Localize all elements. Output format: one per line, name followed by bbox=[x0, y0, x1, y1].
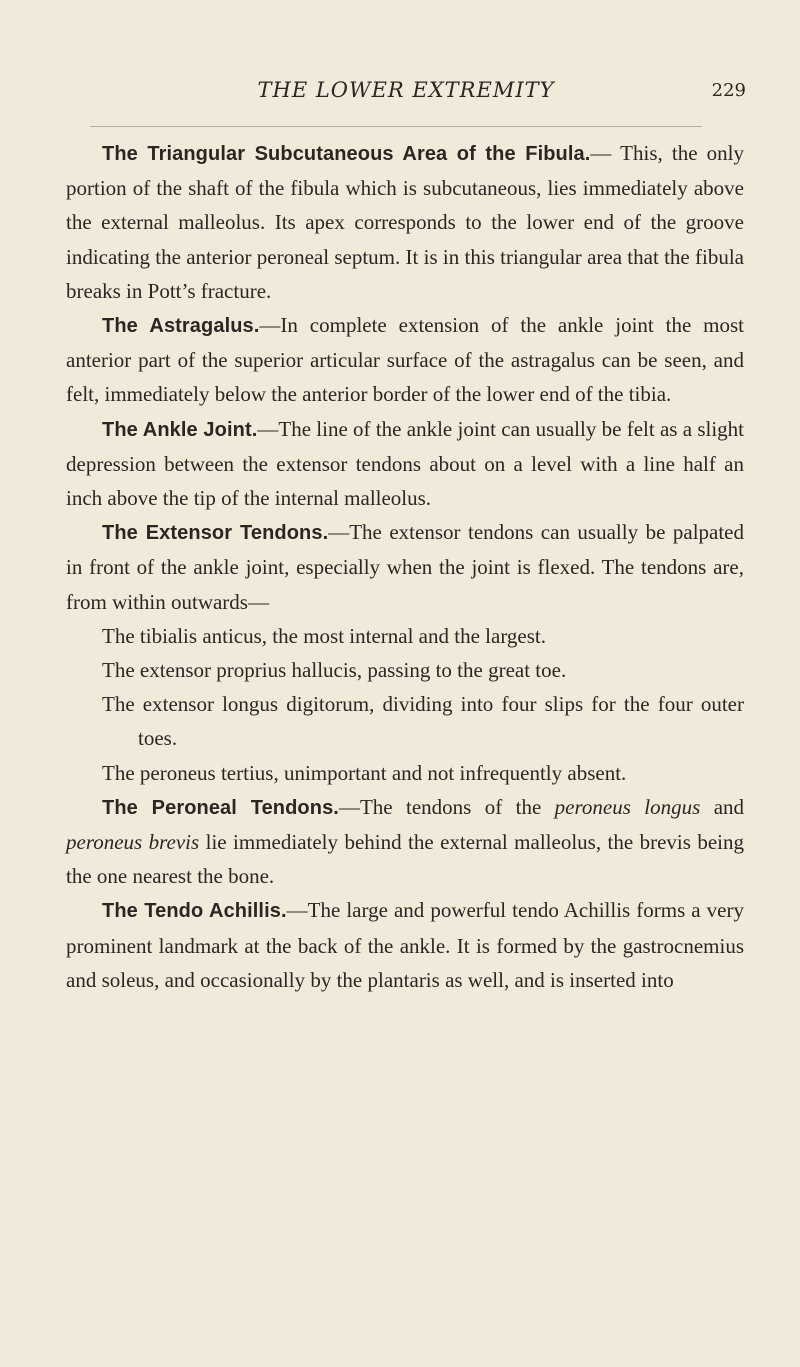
header-rule bbox=[90, 126, 702, 127]
list-item: The peroneus tertius, unimportant and not infrequently absent. bbox=[102, 760, 627, 785]
heading-extensor-tendons: The Extensor Tendons. bbox=[102, 522, 329, 545]
paragraph-tendo-achillis bbox=[66, 893, 744, 997]
dash: — bbox=[286, 898, 308, 923]
dash: — bbox=[338, 794, 360, 819]
paragraph-extensor-tendons bbox=[66, 515, 744, 619]
peroneal-text-3: lie immediately behind the external malleolus, the brevis being the one nearest the bone. bbox=[66, 830, 744, 889]
peroneal-text-2: and bbox=[700, 794, 745, 819]
body-text bbox=[66, 136, 744, 997]
running-title: THE LOWER EXTREMITY bbox=[257, 78, 555, 102]
paragraph-fibula bbox=[66, 136, 744, 308]
heading-peroneal-tendons: The Peroneal Tendons. bbox=[102, 796, 339, 819]
heading-tendo-achillis: The Tendo Achillis. bbox=[102, 900, 287, 923]
list-item: The tibialis anticus, the most internal and the largest. bbox=[102, 623, 547, 648]
paragraph-tendo-achillis-body: The large and powerful tendo Achillis forms a very prominent landmark at the back of the ankle. It is formed by the gastrocnemius and soleus, and occasionally by the plantaris as well, and is inserted into bbox=[66, 898, 744, 992]
page-number: 229 bbox=[711, 80, 746, 101]
heading-astragalus: The Astragalus. bbox=[102, 315, 260, 338]
dash: — bbox=[257, 416, 279, 441]
list-item: The extensor longus digitorum, dividing into four slips for the four outer toes. bbox=[102, 692, 744, 751]
dash: — bbox=[328, 520, 350, 545]
paragraph-astragalus bbox=[66, 308, 744, 412]
heading-ankle-joint: The Ankle Joint. bbox=[102, 418, 258, 441]
paragraph-fibula-body: This, the only portion of the shaft of the fibula which is subcutaneous, lies immediately above the external malleolus. Its apex corresponds to the lower end of the groove indicating the anterior peroneal septum. It is in this triangular area that the fibula breaks in Pott’s fracture. bbox=[66, 141, 744, 303]
paragraph-astragalus-body: In complete extension of the ankle joint the most anterior part of the superior articular surface of the astragalus can be seen, and felt, immediately below the anterior border of the lower end of the tibia. bbox=[66, 313, 744, 407]
running-head bbox=[66, 78, 746, 108]
tendon-list bbox=[66, 619, 744, 790]
term-peroneus-brevis: peroneus brevis bbox=[66, 830, 200, 855]
paragraph-peroneal-tendons bbox=[66, 790, 744, 894]
peroneal-text-1: The tendons of the bbox=[359, 794, 555, 819]
paragraph-extensor-tendons-body: The extensor tendons can usually be palpated in front of the ankle joint, especially when the joint is flexed. The tendons are, from within outwards— bbox=[66, 520, 745, 614]
heading-fibula: The Triangular Subcutaneous Area of the Fibula. bbox=[102, 143, 591, 165]
dash: — bbox=[259, 313, 281, 338]
list-item: The extensor proprius hallucis, passing to the great toe. bbox=[102, 658, 567, 683]
term-peroneus-longus: peroneus longus bbox=[554, 794, 701, 819]
paragraph-ankle-joint-body: The line of the ankle joint can usually be felt as a slight depression between the extensor tendons about on a level with a line half an inch above the tip of the internal malleolus. bbox=[66, 416, 744, 511]
paragraph-ankle-joint bbox=[66, 412, 744, 516]
dash: — bbox=[590, 141, 612, 165]
